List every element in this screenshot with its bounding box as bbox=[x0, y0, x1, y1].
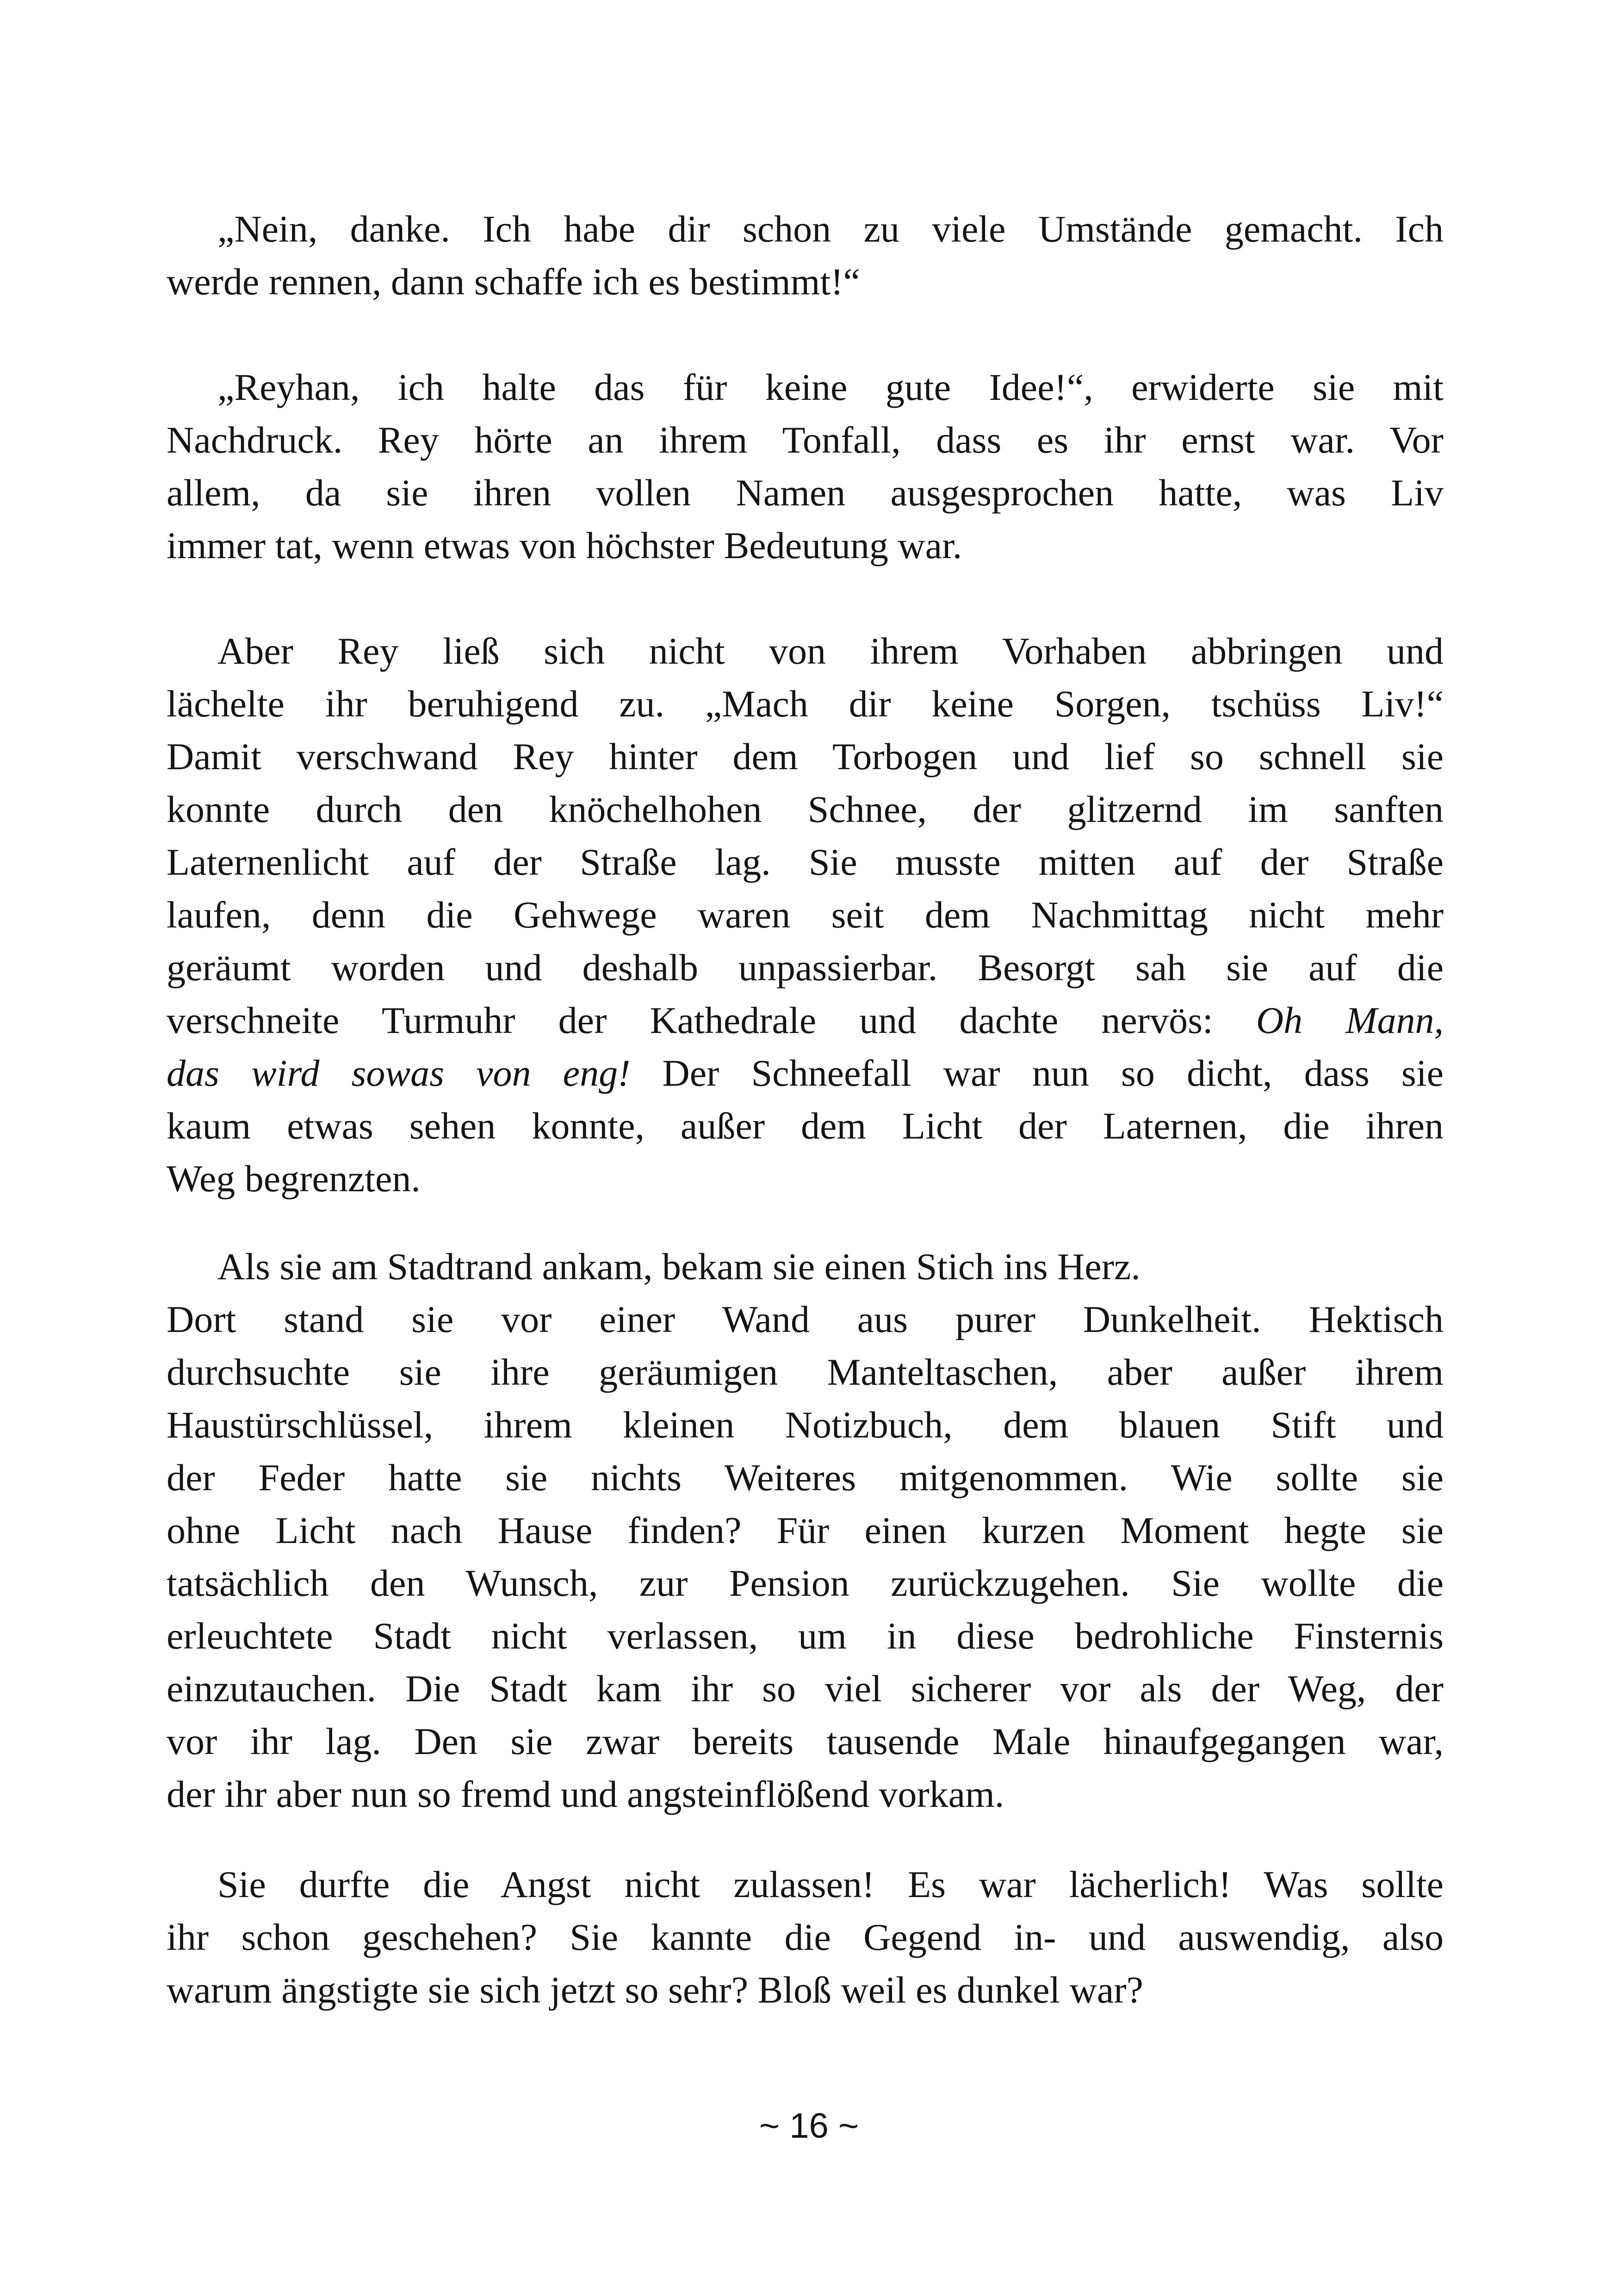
text-line: konnte durch den knöchelhohen Schnee, der glitzernd im sanften bbox=[167, 788, 1444, 830]
page-number: ~ 16 ~ bbox=[759, 2106, 859, 2146]
text-line: lächelte ihr beruhigend zu. „Mach dir keine Sorgen, tschüss Liv!“ bbox=[167, 683, 1444, 725]
text-line: werde rennen, dann schaffe ich es bestimmt!“ bbox=[167, 261, 860, 303]
paragraph-5 bbox=[167, 1858, 1444, 2016]
paragraph-1 bbox=[167, 203, 1444, 308]
text-line: der ihr aber nun so fremd und angsteinflößend vorkam. bbox=[167, 1773, 1004, 1815]
text-line: ohne Licht nach Hause finden? Für einen kurzen Moment hegte sie bbox=[167, 1509, 1444, 1551]
text-line: Haustürschlüssel, ihrem kleinen Notizbuch, dem blauen Stift und bbox=[167, 1404, 1444, 1446]
text-line: Als sie am Stadtrand ankam, bekam sie einen Stich ins Herz. bbox=[217, 1245, 1141, 1288]
text-line: kaum etwas sehen konnte, außer dem Licht der Laternen, die ihren bbox=[167, 1105, 1444, 1147]
text-line bbox=[167, 1047, 1444, 1100]
text-line: durchsuchte sie ihre geräumigen Manteltaschen, aber außer ihrem bbox=[167, 1351, 1444, 1393]
text-line: vor ihr lag. Den sie zwar bereits tausende Male hinaufgegangen war, bbox=[167, 1720, 1444, 1762]
text-segment: verschneite Turmuhr der Kathedrale und dachte nervös: bbox=[167, 999, 1213, 1041]
text-line: geräumt worden und deshalb unpassierbar. Besorgt sah sie auf die bbox=[167, 946, 1444, 989]
text-line: Damit verschwand Rey hinter dem Torbogen und lief so schnell sie bbox=[167, 735, 1444, 778]
text-line: „Reyhan, ich halte das für keine gute Idee!“, erwiderte sie mit bbox=[217, 366, 1444, 408]
italic-thought: das wird sowas von eng! bbox=[167, 1052, 631, 1094]
text-segment: Der Schneefall war nun so dicht, dass sie bbox=[662, 1052, 1444, 1094]
paragraph-3 bbox=[167, 625, 1444, 1205]
italic-thought: Oh Mann, bbox=[1256, 999, 1444, 1041]
text-line: allem, da sie ihren vollen Namen ausgesprochen hatte, was Liv bbox=[167, 472, 1444, 514]
text-line: laufen, denn die Gehwege waren seit dem Nachmittag nicht mehr bbox=[167, 894, 1444, 936]
text-line: Laternenlicht auf der Straße lag. Sie musste mitten auf der Straße bbox=[167, 841, 1444, 883]
text-line: „Nein, danke. Ich habe dir schon zu viele Umstände gemacht. Ich bbox=[217, 208, 1444, 250]
paragraph-4 bbox=[167, 1240, 1444, 1821]
text-line: Weg begrenzten. bbox=[167, 1157, 421, 1200]
paragraph-2 bbox=[167, 361, 1444, 572]
text-line: ihr schon geschehen? Sie kannte die Gegend in- und auswendig, also bbox=[167, 1916, 1444, 1958]
text-line: erleuchtete Stadt nicht verlassen, um in diese bedrohliche Finsternis bbox=[167, 1615, 1444, 1657]
text-line bbox=[167, 994, 1444, 1047]
text-line: Dort stand sie vor einer Wand aus purer Dunkelheit. Hektisch bbox=[167, 1298, 1444, 1340]
text-line: tatsächlich den Wunsch, zur Pension zurückzugehen. Sie wollte die bbox=[167, 1562, 1444, 1604]
text-line: Aber Rey ließ sich nicht von ihrem Vorhaben abbringen und bbox=[217, 630, 1444, 672]
text-line: warum ängstigte sie sich jetzt so sehr? Bloß weil es dunkel war? bbox=[167, 1969, 1143, 2011]
text-line: Sie durfte die Angst nicht zulassen! Es war lächerlich! Was sollte bbox=[217, 1863, 1444, 1905]
text-line: der Feder hatte sie nichts Weiteres mitgenommen. Wie sollte sie bbox=[167, 1456, 1444, 1499]
text-line: Nachdruck. Rey hörte an ihrem Tonfall, dass es ihr ernst war. Vor bbox=[167, 419, 1444, 461]
text-line: einzutauchen. Die Stadt kam ihr so viel sicherer vor als der Weg, der bbox=[167, 1668, 1444, 1710]
text-line: immer tat, wenn etwas von höchster Bedeutung war. bbox=[167, 524, 962, 566]
